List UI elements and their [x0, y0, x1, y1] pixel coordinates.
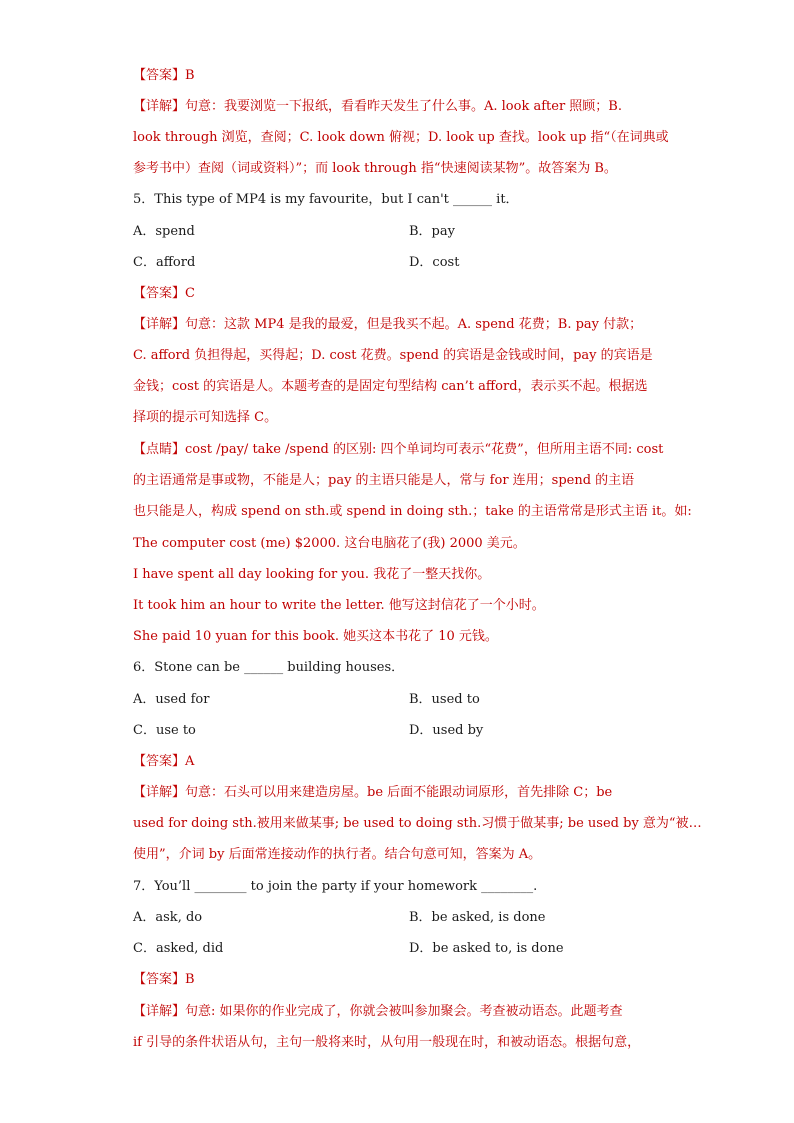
answer-label: 【答案】B — [133, 972, 195, 987]
option-c: C．use to — [133, 723, 196, 738]
answer-label: 【答案】C — [133, 286, 195, 301]
detail-text: used for doing sth.被用来做某事; be used to doing sth.习惯于做某事; be used by 意为“被… — [133, 816, 702, 831]
question-5: 5．This type of MP4 is my favourite，but I can't ______ it． — [133, 192, 519, 207]
option-c: C．asked, did — [133, 941, 224, 956]
option-b: B．be asked, is done — [409, 910, 546, 925]
answer-label: 【答案】A — [133, 754, 195, 769]
option-a: A．ask, do — [133, 910, 203, 925]
question-7: 7．You’ll ________ to join the party if your homework ________. — [133, 879, 538, 894]
answer-label: 【答案】B — [133, 68, 195, 83]
option-b: B．used to — [409, 692, 480, 707]
detail-text: 【详解】句意：我要浏览一下报纸，看看昨天发生了什么事。A. look after 照顾；B. — [133, 99, 622, 114]
detail-text: if 引导的条件状语从句，主句一般将来时，从句用一般现在时，和被动语态。根据句意， — [133, 1035, 641, 1050]
option-a: A．spend — [133, 224, 195, 239]
detail-text: 参考书中）查阅（词或资料）”；而 look through 指“快速阅读某物”。故答案为 B。 — [133, 161, 617, 176]
detail-text: look through 浏览，查阅；C. look down 俯视；D. look up 查找。look up 指“（在词典或 — [133, 130, 669, 145]
option-d: D．used by — [409, 723, 484, 738]
option-c: C．afford — [133, 255, 196, 270]
detail-text: 【详解】句意：石头可以用来建造房屋。be 后面不能跟动词原形，首先排除 C；be — [133, 785, 613, 800]
tip-text: 的主语通常是事或物，不能是人；pay 的主语只能是人，常与 for 连用；spend 的主语 — [133, 473, 635, 488]
tip-example: It took him an hour to write the letter. 他写这封信花了一个小时。 — [133, 598, 545, 613]
tip-example: I have spent all day looking for you. 我花了一整天找你。 — [133, 567, 491, 582]
tip-example: The computer cost (me) $2000. 这台电脑花了(我) 2000 美元。 — [133, 536, 526, 551]
detail-text: 使用”，介词 by 后面常连接动作的执行者。结合句意可知，答案为 A。 — [133, 847, 542, 862]
tip-text: 也只能是人，构成 spend on sth.或 spend in doing sth.；take 的主语常常是形式主语 it。如: — [133, 504, 692, 519]
option-d: D．be asked to, is done — [409, 941, 564, 956]
detail-text: 【详解】句意：这款 MP4 是我的最爱，但是我买不起。A. spend 花费；B. pay 付款； — [133, 317, 643, 332]
option-a: A．used for — [133, 692, 210, 707]
detail-text: 金钱；cost 的宾语是人。本题考查的是固定句型结构 can’t afford，表示买不起。根据选 — [133, 379, 648, 394]
tip-example: She paid 10 yuan for this book. 她买这本书花了 10 元钱。 — [133, 629, 498, 644]
detail-text: 择项的提示可知选择 C。 — [133, 410, 278, 425]
option-d: D．cost — [409, 255, 460, 270]
question-6: 6．Stone can be ______ building houses． — [133, 660, 405, 675]
option-b: B．pay — [409, 224, 455, 239]
detail-text: C. afford 负担得起，买得起；D. cost 花费。spend 的宾语是金钱或时间，pay 的宾语是 — [133, 348, 653, 363]
detail-text: 【详解】句意: 如果你的作业完成了，你就会被叫参加聚会。考查被动语态。此题考查 — [133, 1004, 623, 1019]
tip-text: 【点睛】cost /pay/ take /spend 的区别: 四个单词均可表示“花费”，但所用主语不同: cost — [133, 442, 664, 457]
